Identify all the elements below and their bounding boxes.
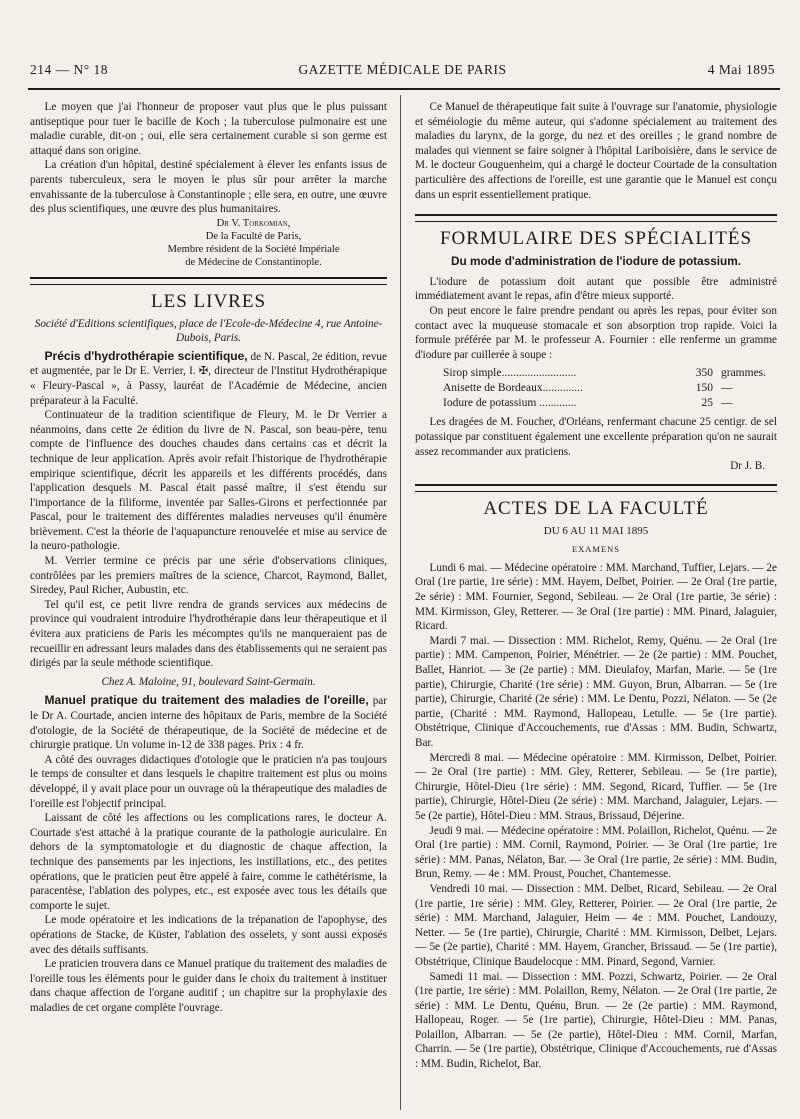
section-rule	[30, 277, 387, 285]
author-affiliation: De la Faculté de Paris,	[205, 230, 302, 242]
formula-row	[443, 366, 777, 381]
examens-heading: EXAMENS	[571, 544, 621, 555]
book-details: de N. Pascal, 2e édition, revue et augmentée, par le Dr E. Verrier, I. ✠, directeur de l'Institut Hydrothérapique « Fleury-Pascal », à Passy, lauréat de l'Académie de Médecine, ancien préparateur à la Faculté.	[30, 350, 387, 407]
section-subtitle: Du mode d'administration de l'iodure de potassium.	[450, 254, 742, 269]
publisher-line: Chez A. Maloine, 91, boulevard Saint-Germain.	[101, 675, 316, 688]
paragraph: Continuateur de la tradition scientifique de Fleury, M. le Dr Verrier a néanmoins, dans cette 2e édition du livre de N. Pascal, son beau-père, tenu compte de l'influence des douches chaudes dans certains cas et décrit la technique de leur application. Après avoir refait l'historique de l'hydrothérapie empirique scientifique, décrit les appareils et les différents procédés, dans l'application desquels M. Pascal était passé maître, il s'est étendu sur l'importance de la filiforme, inventée par Salles-Girons et perfectionnée par Pascal, pour le traitement des différentes maladies nerveuses qu'il énumère brièvement. C'est la théorie de l'aquapuncture renouvelée et mise au service de la neuro-pathologie.	[30, 409, 387, 553]
author-signature	[30, 217, 387, 269]
left-column	[30, 100, 387, 1015]
book-title: Manuel pratique du traitement des maladies de l'oreille,	[44, 693, 369, 708]
ingredient-name: Iodure de potassium .............	[443, 397, 577, 410]
ingredient-name: Sirop simple..........................	[443, 367, 577, 380]
exam-day-thursday: Jeudi 9 mai. — Médecine opératoire : MM. Polaillon, Richelot, Quénu. — 2e Oral (1re partie) : MM. Cornil, Raymond, Poirier. — 3e Oral (1re partie, 1re série) : MM. Panas, Nélaton, Bar. — 3e Oral (1re partie, 2e série) : MM. Budin, Brun, Remy. — 4e : MM. Proust, Pouchet, Chantemesse.	[415, 824, 777, 881]
author-name: Dr V. Torkomian,	[216, 217, 291, 229]
book-details: par le Dr A. Courtade, ancien interne des hôpitaux de Paris, membre de la Société d'otologie, de la Société de thérapeutique, de la Société de médecine et de chirurgie pratique. Un volume in-12 de 338 pages. Prix : 4 fr.	[30, 695, 387, 752]
exam-day-friday: Vendredi 10 mai. — Dissection : MM. Delbet, Ricard, Sebileau. — 2e Oral (1re partie, 1re série) : MM. Gley, Retterer, Poirier. — 2e Oral (1re partie, 2e série) : MM. Marchand, Jalaguier, Heim — 4e : MM. Pouchet, Landouzy, Netter. — 5e (1re partie), Chirurgie, Charité : MM. Kirmisson, Delbet, Lejars. — 5e (2e partie), Charité : MM. Hayem, Grancher, Brissaud. — 5e (1re partie), Obstétrique, Clinique Baudelocque : MM. Pinard, Segond, Varnier.	[415, 882, 777, 968]
paragraph: M. Verrier termine ce précis par une série d'observations cliniques, contrôlées par les premiers maîtres de la science, Charcot, Raymond, Ballet, Siredey, Paul Richer, Aubustin, etc.	[30, 555, 387, 597]
paragraph: Les dragées de M. Foucher, d'Orléans, renfermant chacune 25 centigr. de sel potassique par constituent également une excellente préparation qu'on ne saurait assez recommander aux praticiens.	[415, 416, 777, 458]
ingredient-qty: 350	[695, 367, 713, 380]
journal-title: GAZETTE MÉDICALE DE PARIS	[298, 62, 507, 77]
actes-dates: DU 6 AU 11 MAI 1895	[543, 524, 649, 537]
ingredient-qty: 150	[695, 382, 713, 395]
ingredient-name: Anisette de Bordeaux..............	[443, 382, 583, 395]
formula-row	[443, 396, 777, 411]
section-rule	[415, 484, 777, 492]
exam-day-monday: Lundi 6 mai. — Médecine opératoire : MM. Marchand, Tuffier, Lejars. — 2e Oral (1re partie, 1re série) : MM. Hayem, Delbet, Poirier. — 2e Oral (1re partie, 2e série) : MM. Fournier, Segond, Sebileau. — 2e Oral (1re partie, 3e série) : MM. Kirmisson, Gley, Retterer. — 3e Oral (1re partie) : MM. Pinard, Jalaguier, Ricard.	[415, 561, 777, 633]
paragraph: Tel qu'il est, ce petit livre rendra de grands services aux médecins de province qui voudraient introduire l'hydrothérapie dans leur thérapeutique et il évitera aux praticiens de Paris les mécomptes qu'ils ne manqueraient pas de recueillir en adressant leurs malades dans des établissements qui ne seraient pas dirigés par la seule méthode scientifique.	[30, 598, 387, 670]
running-header	[30, 62, 775, 82]
page-number: 214 — N° 18	[30, 62, 109, 77]
issue-date: 4 Mai 1895	[707, 62, 775, 77]
column-divider	[400, 95, 401, 1110]
paragraph: L'iodure de potassium doit autant que possible être administré immédiatement avant le repas, afin d'être mieux supporté.	[415, 275, 777, 303]
paragraph: La création d'un hôpital, destiné spécialement à élever les enfants issus de parents tuberculeux, sera le moyen le plus sûr pour arrêter la marche envahissante de la tuberculose à Constantinople ; elle sera, en outre, une œuvre des plus scientifiques, une œuvre des plus humanitaires.	[30, 159, 387, 216]
exam-day-wednesday: Mercredi 8 mai. — Médecine opératoire : MM. Kirmisson, Delbet, Poirier. — 2e Oral (1re partie) : MM. Gley, Retterer, Sebileau. — 5e (1re partie), Chirurgie, Hôtel-Dieu (1re série) : MM. Segond, Ricard, Tuffier. — 5e (1re partie), Chirurgie, Hôtel-Dieu (2e série) : MM. Marchand, Jalaguier, Lejars. — 5e (2e partie), Hôtel-Dieu : MM. Straus, Brissaud, Déjerine.	[415, 751, 777, 822]
book-title: Précis d'hydrothérapie scientifique,	[44, 348, 248, 363]
exam-day-tuesday: Mardi 7 mai. — Dissection : MM. Richelot, Remy, Quénu. — 2e Oral (1re partie) : MM. Campenon, Poirier, Ménétrier. — 2e (2e partie) : MM. Pouchet, Ballet, Hanriot. — 3e (2e partie) : MM. Dieulafoy, Marfan, Marie. — 5e (1re partie), Chirurgie, Charité (1re série) : MM. Guyon, Brun, Albarran. — 5e (1re partie), Chirurgie, Charité (2e série) : MM. Le Dentu, Pozzi, Nélaton. — 5e (2e partie, (Charité : MM. Raymond, Hallopeau, Letulle. — 5e (1re partie). Obstétrique, Clinique d'Accouchements, rue d'Assas : MM. Budin, Schwartz, Bar.	[415, 634, 777, 749]
paragraph: A côté des ouvrages didactiques d'otologie que le praticien n'a pas toujours le temps de consulter et dans lesquels le chapitre traitement est plus ou moins développé, il y avait place pour un ouvrage où la thérapeutique des maladies de l'oreille est l'objectif principal.	[30, 753, 387, 810]
section-title-formulaire: FORMULAIRE DES SPÉCIALITÉS	[439, 228, 753, 250]
ingredient-unit: grammes.	[721, 367, 767, 380]
paragraph: On peut encore le faire prendre pendant ou après les repas, pour éviter son contact avec la muqueuse stomacale et son absorption trop rapide. Voici la formule préférée par M. le professeur A. Fournier : elle renferme un gramme d'iodure par cuillerée à soupe :	[415, 304, 777, 361]
section-rule	[415, 214, 777, 222]
ingredient-unit: —	[721, 397, 733, 410]
publisher-line: Société d'Editions scientifiques, place de l'Ecole-de-Médecine 4, rue Antoine-Dubois, Paris.	[34, 317, 383, 344]
right-column	[415, 100, 777, 1072]
section-title-actes: ACTES DE LA FACULTÉ	[483, 497, 709, 519]
book-entry	[30, 349, 387, 408]
paragraph: Le mode opératoire et les indications de la trépanation de l'apophyse, des opérations de Stacke, de Küster, l'ablation des osselets, y sont aussi exposés avec des détails suffisants.	[30, 914, 387, 956]
formulaire-signature: Dr J. B.	[730, 460, 765, 473]
prescription-formula	[443, 366, 777, 411]
paragraph: Laissant de côté les affections ou les complications rares, le docteur A. Courtade s'est attaché à la pratique courante de la pathologie auriculaire. En dehors de la symptomatologie et du diagnostic de chaque affection, la technique des pansements par les injections, les instillations, etc., des petites opérations, que le praticien peut être appelé à faire, comme le cathétérisme, la paracentèse, l'ablation des polypes, etc., est exposée avec tous les détails que comporte le sujet.	[30, 812, 387, 912]
paragraph: Le moyen que j'ai l'honneur de proposer vaut plus que le plus puissant antiseptique pour tuer le bacille de Koch ; la tuberculose pulmonaire est une maladie curable, dit-on ; oui, elle sera certainement curable si son germe est attaqué dans son origine.	[30, 101, 387, 157]
exam-day-saturday: Samedi 11 mai. — Dissection : MM. Pozzi, Schwartz, Poirier. — 2e Oral (1re partie, 1re série) : MM. Polaillon, Remy, Nélaton. — 2e Oral (1re partie, 2e série) : MM. Le Dentu, Quénu, Brun. — 2e (2e partie) : MM. Raymond, Hallopeau, Roger. — 5e (1re partie), Chirurgie, Hôtel-Dieu : MM. Panas, Polaillon, Albarran. — 5e (2e partie), Hôtel-Dieu : MM. Cornil, Marfan, Charrin. — 5e (1re partie), Obstétrique, Clinique d'Accouchements, rue d'Assas : MM. Budin, Richelot, Bar.	[415, 970, 777, 1071]
ingredient-qty: 25	[701, 397, 713, 410]
author-affiliation: Membre résident de la Société Impériale	[167, 243, 340, 255]
paragraph: Le praticien trouvera dans ce Manuel pratique du traitement des maladies de l'oreille tous les éléments pour le guider dans le choix du traitement à instituer dans chaque affection de l'organe auditif ; un chapitre sur la prophylaxie des maladies de cet organe complète l'ouvrage.	[30, 958, 387, 1014]
author-affiliation: de Médecine de Constantinople.	[185, 256, 322, 268]
book-entry	[30, 693, 387, 752]
paragraph: Ce Manuel de thérapeutique fait suite à l'ouvrage sur l'anatomie, physiologie et séméiologie du même auteur, qui s'adonne spécialement au traitement des maladies du larynx, de la gorge, du nez et des oreilles ; le grand nombre de malades qui viennent se faire soigner à l'hôpital Lariboisière, dans le service de M. le docteur Gouguenheim, qui a chargé le docteur Courtade de la consultation particulière des affections de l'oreille, est une garantie que le Manuel est conçu dans un esprit essentiellement pratique.	[415, 101, 777, 201]
header-rule	[28, 88, 780, 90]
section-title-livres: LES LIVRES	[150, 290, 267, 312]
formula-row	[443, 381, 777, 396]
ingredient-unit: —	[721, 382, 733, 395]
